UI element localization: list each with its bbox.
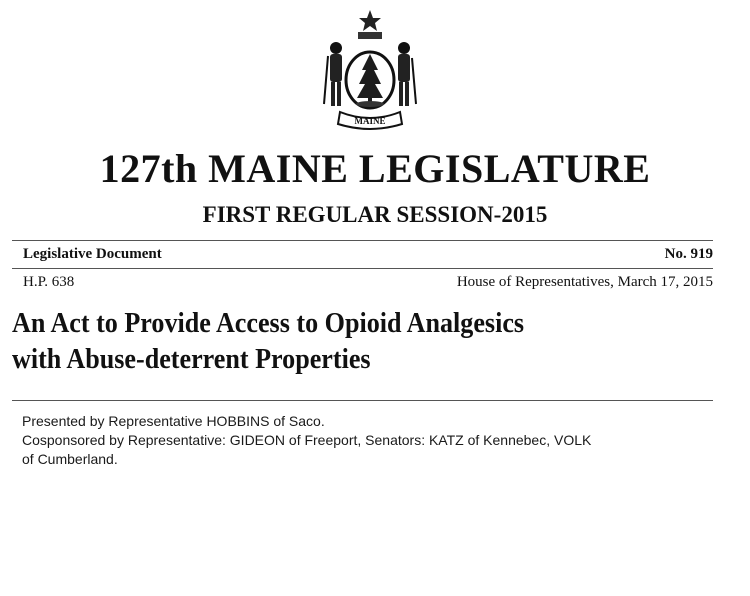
cosponsored-by-line-1: Cosponsored by Representative: GIDEON of Freeport, Senators: KATZ of Kennebec, VOLK [22,432,592,448]
cosponsored-by-line-2: of Cumberland. [22,451,118,467]
legislature-title: 127th MAINE LEGISLATURE [99,146,651,191]
document-number: No. 919 [664,246,713,262]
house-paper-number: H.P. 638 [23,274,75,290]
divider-middle [12,268,713,269]
document-label: Legislative Document [23,246,162,262]
presented-by: Presented by Representative HOBBINS of Saco. [22,413,325,429]
sponsor-block [22,412,722,469]
svg-text:MAINE: MAINE [354,116,386,126]
divider-bottom [12,400,713,401]
act-title-line-1: An Act to Provide Access to Opioid Analgesics [12,307,525,339]
session-subtitle: FIRST REGULAR SESSION-2015 [202,202,548,227]
act-title-line-2: with Abuse-deterrent Properties [12,343,371,375]
maine-state-seal-icon [318,8,422,132]
origin-date: House of Representatives, March 17, 2015 [456,274,713,290]
act-title [12,305,660,377]
divider-top [12,240,713,241]
